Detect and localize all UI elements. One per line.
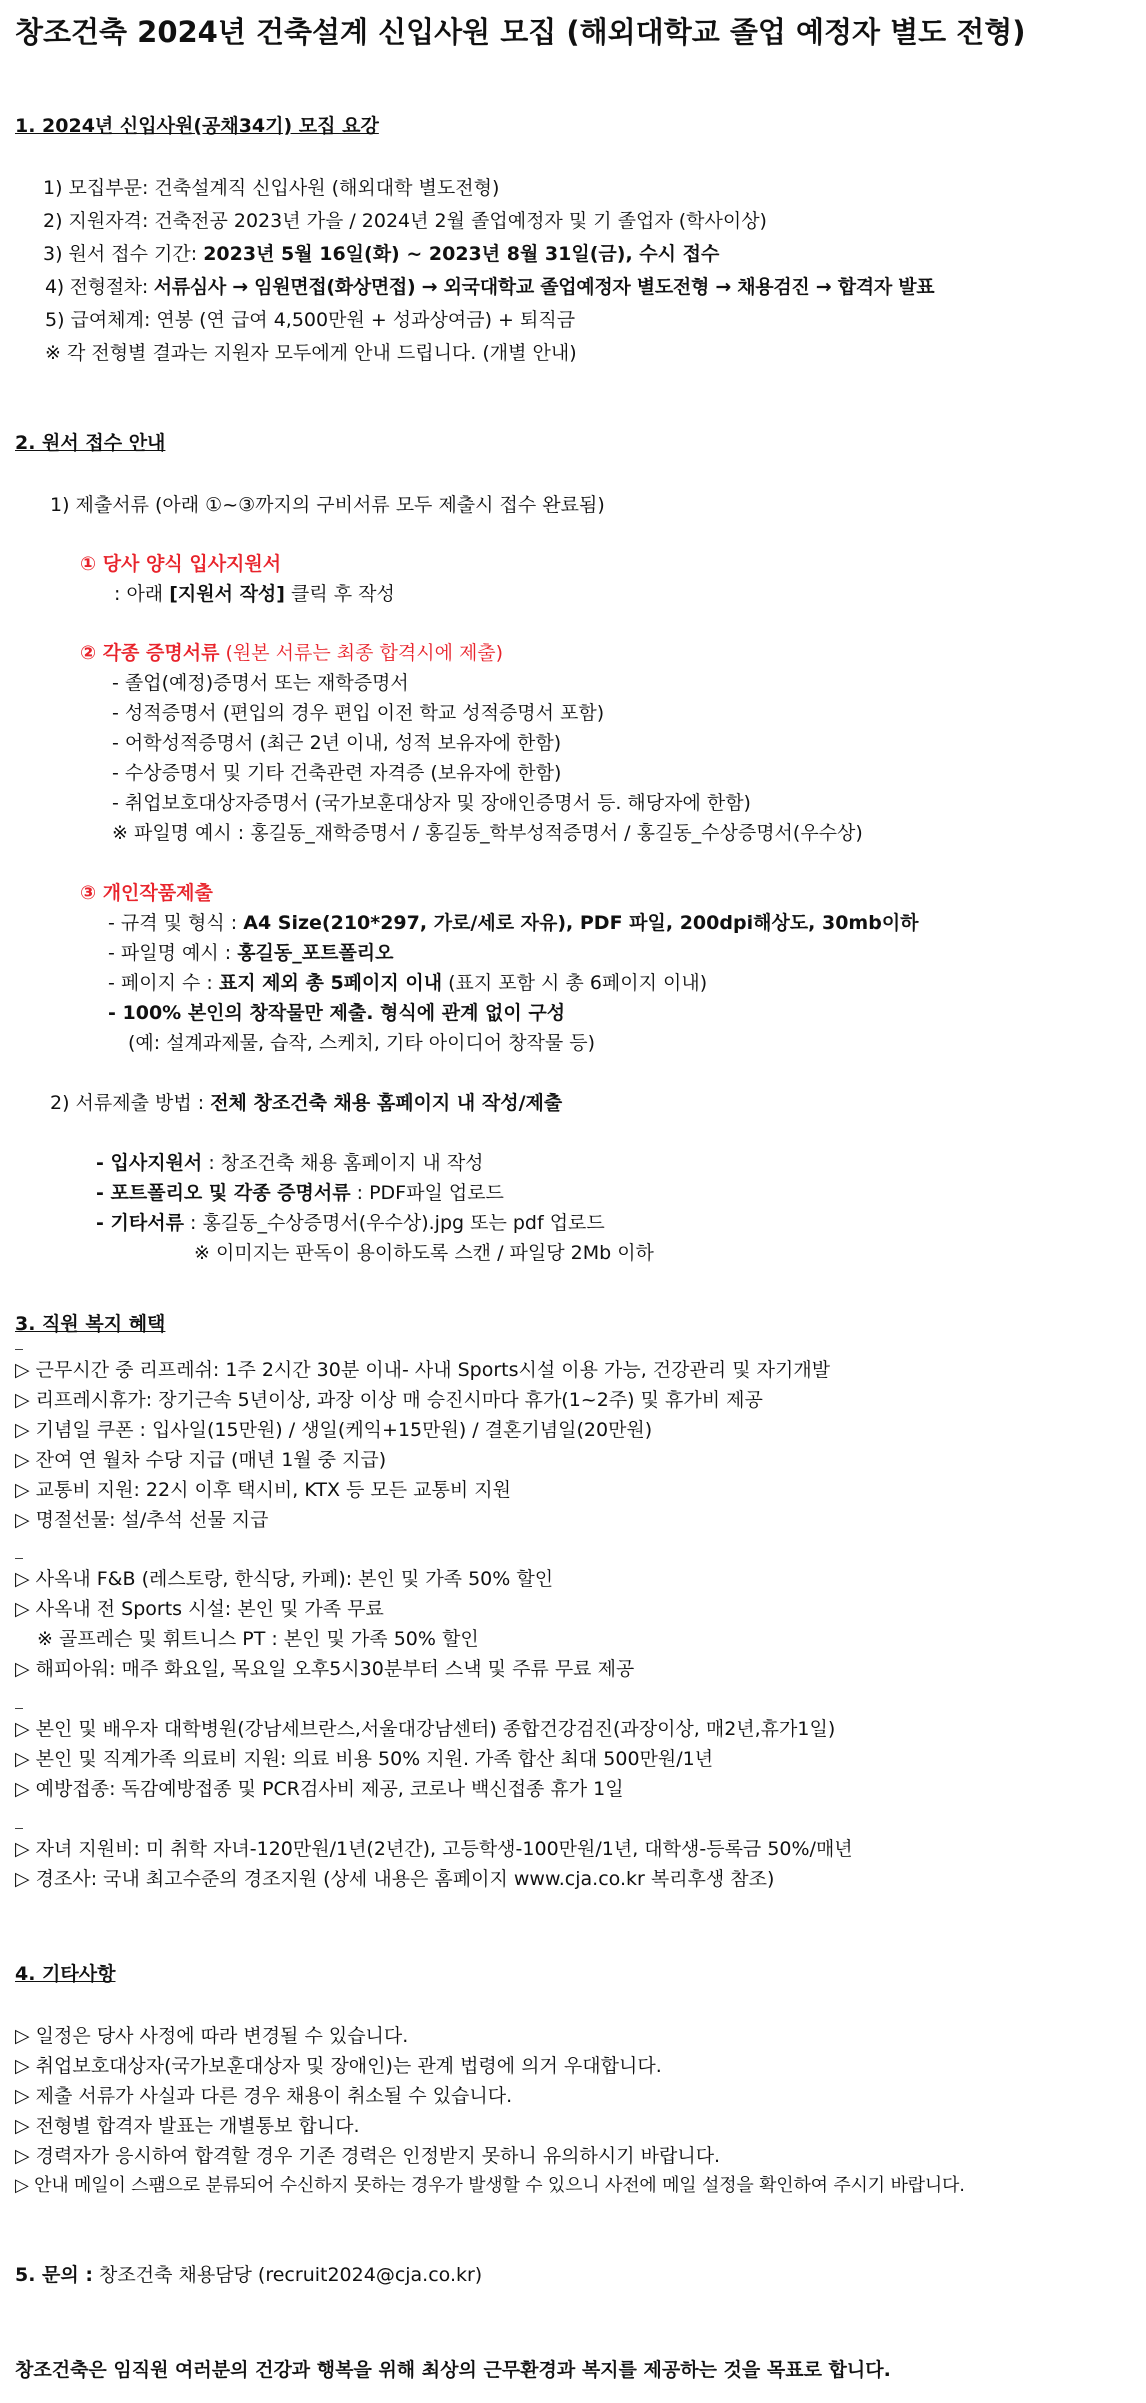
benefit-item: ▷ 본인 및 배우자 대학병원(강남세브란스,서울대강남센터) 종합건강검진(과장이상, 매2년,휴가1일): [15, 1718, 836, 1740]
notice-item: ▷ 경력자가 응시하여 합격할 경우 기존 경력은 인정받지 못하니 유의하시기 바랍니다.: [15, 2145, 721, 2167]
s2-documents-intro: 1) 제출서류 (아래 ①~③까지의 구비서류 모두 제출시 접수 완료됨): [50, 494, 605, 516]
s1-qualification: 2) 지원자격: 건축전공 2023년 가을 / 2024년 2월 졸업예정자 및 기 졸업자 (학사이상): [43, 210, 767, 232]
benefit-item: ▷ 교통비 지원: 22시 이후 택시비, KTX 등 모든 교통비 지원: [15, 1479, 511, 1501]
s2-item3-title: ③ 개인작품제출: [80, 882, 213, 904]
notice-item: ▷ 안내 메일이 스팸으로 분류되어 수신하지 못하는 경우가 발생할 수 있으니 사전에 메일 설정을 확인하여 주시기 바랍니다.: [15, 2175, 965, 2196]
s1-selection-process: 4) 전형절차: 서류심사 → 임원면접(화상면접) → 외국대학교 졸업예정자 별도전형 → 채용검진 → 합격자 발표: [45, 276, 935, 298]
s2-item2-line: - 어학성적증명서 (최근 2년 이내, 성적 보유자에 한함): [112, 732, 562, 754]
benefit-item: ▷ 사옥내 전 Sports 시설: 본인 및 가족 무료: [15, 1598, 384, 1620]
benefit-note: ※ 골프레슨 및 휘트니스 PT : 본인 및 가족 50% 할인: [37, 1628, 479, 1650]
notice-item: ▷ 제출 서류가 사실과 다른 경우 채용이 취소될 수 있습니다.: [15, 2085, 513, 2107]
section2-heading: 2. 원서 접수 안내: [15, 432, 166, 454]
benefit-item: ▷ 예방접종: 독감예방접종 및 PCR검사비 제공, 코로나 백신접종 휴가 1일: [15, 1778, 624, 1800]
s2-item1-desc: : 아래 [지원서 작성] 클릭 후 작성: [114, 583, 395, 605]
contact-line: 5. 문의 : 창조건축 채용담당 (recruit2024@cja.co.kr): [15, 2264, 483, 2286]
benefit-item: ▷ 사옥내 F&B (레스토랑, 한식당, 카페): 본인 및 가족 50% 할인: [15, 1568, 554, 1590]
benefit-item: ▷ 명절선물: 설/추석 선물 지급: [15, 1509, 269, 1531]
s2-item3-filename: - 파일명 예시 : 홍길동_포트폴리오: [108, 942, 394, 964]
section1-heading: 1. 2024년 신입사원(공채34기) 모집 요강: [15, 115, 379, 137]
s2-method-note: ※ 이미지는 판독이 용이하도록 스캔 / 파일당 2Mb 이하: [194, 1242, 654, 1264]
section4-heading: 4. 기타사항: [15, 1963, 116, 1985]
divider: [15, 1558, 23, 1559]
benefit-item: ▷ 경조사: 국내 최고수준의 경조지원 (상세 내용은 홈페이지 www.cja.co.kr 복리후생 참조): [15, 1868, 775, 1890]
s2-item1-title: ① 당사 양식 입사지원서: [80, 553, 282, 575]
s2-item3-format: - 규격 및 형식 : A4 Size(210*297, 가로/세로 자유), PDF 파일, 200dpi해상도, 30mb이하: [108, 912, 919, 934]
notice-item: ▷ 전형별 합격자 발표는 개별통보 합니다.: [15, 2115, 360, 2137]
s1-result-notice: ※ 각 전형별 결과는 지원자 모두에게 안내 드립니다. (개별 안내): [45, 342, 577, 364]
s2-item2-line: - 졸업(예정)증명서 또는 재학증명서: [112, 672, 409, 694]
benefit-item: ▷ 본인 및 직계가족 의료비 지원: 의료 비용 50% 지원. 가족 합산 최대 500만원/1년: [15, 1748, 714, 1770]
s2-item2-title: ② 각종 증명서류 (원본 서류는 최종 합격시에 제출): [80, 642, 504, 664]
s2-item3-examples: (예: 설계과제물, 습작, 스케치, 기타 아이디어 창작물 등): [128, 1032, 596, 1054]
benefit-item: ▷ 근무시간 중 리프레쉬: 1주 2시간 30분 이내- 사내 Sports시설 이용 가능, 건강관리 및 자기개발: [15, 1359, 831, 1381]
benefit-item: ▷ 잔여 연 월차 수당 지급 (매년 1월 중 지급): [15, 1449, 387, 1471]
s2-method-other: - 기타서류 : 홍길동_수상증명서(우수상).jpg 또는 pdf 업로드: [96, 1212, 605, 1234]
notice-item: ▷ 취업보호대상자(국가보훈대상자 및 장애인)는 관계 법령에 의거 우대합니다.: [15, 2055, 662, 2077]
section3-heading: 3. 직원 복지 혜택: [15, 1313, 166, 1335]
s1-salary: 5) 급여체계: 연봉 (연 급여 4,500만원 + 성과상여금) + 퇴직금: [45, 309, 576, 331]
s1-recruit-field: 1) 모집부문: 건축설계직 신입사원 (해외대학 별도전형): [43, 177, 500, 199]
s2-item2-line: - 수상증명서 및 기타 건축관련 자격증 (보유자에 한함): [112, 762, 562, 784]
s2-method-application: - 입사지원서 : 창조건축 채용 홈페이지 내 작성: [96, 1152, 484, 1174]
notice-item: ▷ 일정은 당사 사정에 따라 변경될 수 있습니다.: [15, 2025, 409, 2047]
benefit-item: ▷ 기념일 쿠폰 : 입사일(15만원) / 생일(케익+15만원) / 결혼기념일(20만원): [15, 1419, 653, 1441]
benefit-item: ▷ 리프레시휴가: 장기근속 5년이상, 과장 이상 매 승진시마다 휴가(1~2주) 및 휴가비 제공: [15, 1389, 763, 1411]
benefit-item: ▷ 자녀 지원비: 미 취학 자녀-120만원/1년(2년간), 고등학생-100만원/1년, 대학생-등록금 50%/매년: [15, 1838, 853, 1860]
divider: [15, 1828, 23, 1829]
page-title: 창조건축 2024년 건축설계 신입사원 모집 (해외대학교 졸업 예정자 별도 전형): [15, 15, 1026, 49]
s2-method-portfolio: - 포트폴리오 및 각종 증명서류 : PDF파일 업로드: [96, 1182, 504, 1204]
divider: [15, 1349, 23, 1350]
s2-item2-line: - 성적증명서 (편입의 경우 편입 이전 학교 성적증명서 포함): [112, 702, 605, 724]
s2-item3-original: - 100% 본인의 창작물만 제출. 형식에 관계 없이 구성: [108, 1002, 566, 1024]
s2-item3-pages: - 페이지 수 : 표지 제외 총 5페이지 이내 (표지 포함 시 총 6페이지 이내): [108, 972, 708, 994]
s2-item2-line: - 취업보호대상자증명서 (국가보훈대상자 및 장애인증명서 등. 해당자에 한함): [112, 792, 751, 814]
s1-application-period: 3) 원서 접수 기간: 2023년 5월 16일(화) ~ 2023년 8월 31일(금), 수시 접수: [43, 243, 720, 265]
divider: [15, 1708, 23, 1709]
s2-submit-method: 2) 서류제출 방법 : 전체 창조건축 채용 홈페이지 내 작성/제출: [50, 1092, 563, 1114]
benefit-item: ▷ 해피아워: 매주 화요일, 목요일 오후5시30분부터 스낵 및 주류 무료 제공: [15, 1658, 635, 1680]
closing-statement: 창조건축은 임직원 여러분의 건강과 행복을 위해 최상의 근무환경과 복지를 제공하는 것을 목표로 합니다.: [15, 2359, 891, 2381]
s2-filename-example: ※ 파일명 예시 : 홍길동_재학증명서 / 홍길동_학부성적증명서 / 홍길동_수상증명서(우수상): [112, 822, 863, 844]
